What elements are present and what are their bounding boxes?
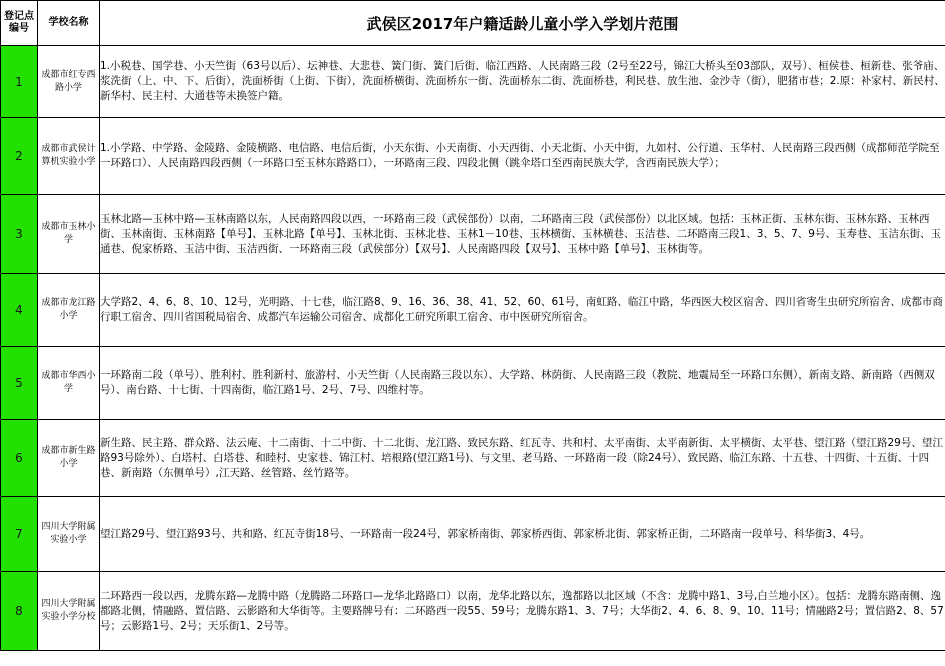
enrollment-range: 大学路2、4、6、8、10、12号，光明路、十七巷，临江路8、9、16、36、38、41、52、60、61号，南虹路、临江中路，华西医大校区宿舍、四川省寄生虫研究所宿舍、成都市商行职工宿舍、四川省国税局宿舍、成都汽车运输公司宿舍、成都化工研究所职工宿舍、市中医研究所宿舍。 [100, 274, 945, 347]
table-row [1, 420, 945, 497]
school-name: 成都市华西小学 [38, 347, 100, 420]
enrollment-range: 一环路南二段（单号）、胜利村、胜利新村、旅游村、小天竺街（人民南路三段以东）、大学路、林荫街、人民南路三段（教院、地震局至一环路口东侧），新南支路、新南路（西侧双号）、南台路、十七街、十四南街，临江路1号、2号、7号、四维村等。 [100, 347, 945, 420]
table-title: 武侯区2017年户籍适龄儿童小学入学划片范围 [100, 1, 945, 46]
enrollment-range: 1.小税巷、国学巷、小天竺街（63号以后）、坛神巷、大悲巷、簧门街、簧门后街、临江西路、人民南路三段（2号至22号，锦江大桥头至03部队，双号）、桓侯巷、桓新巷、张爷庙、浆洗街（上、中、下、后街），洗面桥街（上街、下街），洗面桥横街、洗面桥东一街、洗面桥东二街、洗面桥巷，利民巷、放生池、金沙寺（街），肥猪市巷；2.原：补家村、新民村、新华村、民主村、大通巷等未换签户籍。 [100, 46, 945, 118]
school-name: 四川大学附属实验小学 [38, 497, 100, 572]
registration-number: 7 [1, 497, 38, 572]
enrollment-range: 新生路、民主路、群众路、法云庵、十二南街、十二中街、十二北街、龙江路、致民东路、红瓦寺、共和村、太平南街、太平南新街、太平横街、太平巷、望江路（望江路29号、望江路93号除外）、白塔村、白塔巷、和睦村、史家巷、锦江村、培根路(望江路1号)、与文里、老马路、一环路南一段（除24号）、致民路、临江东路、十五巷、十四街、十五街、十四巷、新南路（东侧单号）,江天路、丝管路、丝竹路等。 [100, 420, 945, 497]
school-name: 成都市新生路小学 [38, 420, 100, 497]
school-name: 成都市龙江路小学 [38, 274, 100, 347]
enrollment-range: 1.小学路、中学路、金陵路、金陵横路、电信路、电信后街，小天东街、小天南街、小天西街、小天北街、小天中街，九如村、公行道、玉华村、人民南路三段西侧（成都师范学院至一环路口）、人民南路四段西侧（一环路口至玉林东路路口），一环路南三段、四段北侧（跳伞塔口至西南民族大学，含西南民族大学）； [100, 118, 945, 195]
table-row [1, 274, 945, 347]
registration-number: 1 [1, 46, 38, 118]
enrollment-range: 玉林北路—玉林中路—玉林南路以东，人民南路四段以西，一环路南三段（武侯部份）以南，二环路南三段（武侯部份）以北区域。包括：玉林正街、玉林东街、玉林东路、玉林西街、玉林南街、玉林南路【单号】、玉林北路【单号】、玉林北街、玉林北巷、玉林1－10巷、玉林横街、玉林横巷、玉洁巷、二环路南三段1、3、5、7、9号、玉寿巷、玉洁东街、玉通巷、倪家桥路、玉洁中街、玉洁西街、一环路南三段（武侯部分）【双号】、人民南路四段【双号】、玉林中路【单号】、玉林街等。 [100, 195, 945, 274]
registration-number: 2 [1, 118, 38, 195]
registration-number: 8 [1, 572, 38, 651]
table-row [1, 118, 945, 195]
table-row [1, 46, 945, 118]
header-row [1, 1, 945, 46]
table-row [1, 572, 945, 651]
registration-number: 5 [1, 347, 38, 420]
registration-number: 6 [1, 420, 38, 497]
table-row [1, 497, 945, 572]
header-school-name: 学校名称 [38, 1, 100, 46]
enrollment-range: 二环路西一段以西，龙腾东路—龙腾中路（龙腾路二环路口—龙华北路路口）以南，龙华北路以东，逸都路以北区域（不含：龙腾中路1、3号,白兰地小区）。包括：龙腾东路南侧、逸都路北侧，情融路、置信路、云影路和大华街等。主要路牌号有：二环路西一段55、59号；龙腾东路1、3、7号；大华街2、4、6、8、9、10、11号；情融路2号；置信路2、8、57号；云影路1号、2号；天乐街1、2号等。 [100, 572, 945, 651]
table-row [1, 347, 945, 420]
registration-number: 4 [1, 274, 38, 347]
table-row [1, 195, 945, 274]
header-registration-number: 登记点 编号 [1, 1, 38, 46]
school-name: 成都市玉林小学 [38, 195, 100, 274]
school-name: 成都市武侯计算机实验小学 [38, 118, 100, 195]
registration-number: 3 [1, 195, 38, 274]
school-name: 四川大学附属实验小学分校 [38, 572, 100, 651]
enrollment-range: 望江路29号、望江路93号、共和路、红瓦寺街18号、一环路南一段24号，郭家桥南街、郭家桥西街、郭家桥北街、郭家桥正街，二环路南一段单号、科华街3、4号。 [100, 497, 945, 572]
school-name: 成都市红专西路小学 [38, 46, 100, 118]
